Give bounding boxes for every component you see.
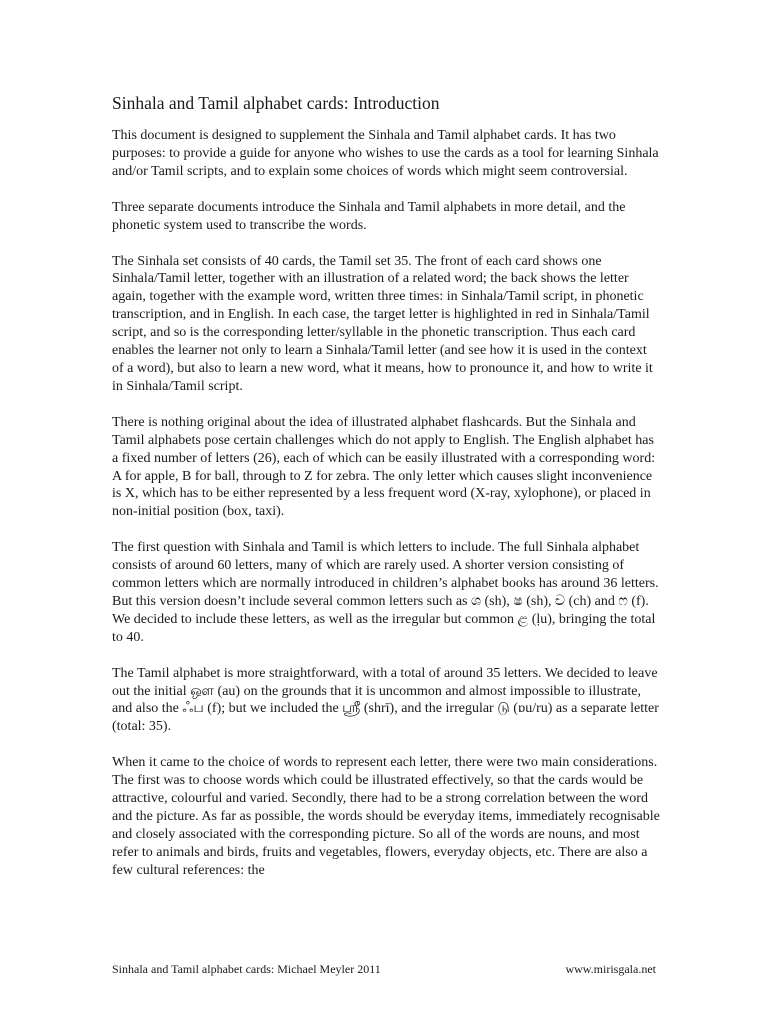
paragraph-purpose: This document is designed to supplement the Sinhala and Tamil alphabet cards. It has two purposes: to provide a guide for anyone who wishes to use the cards as a tool for learning Sinhala and/or Tamil scripts, and to explain some choices of words which might seem controversial. bbox=[112, 128, 659, 179]
paragraph-related-documents: Three separate documents introduce the Sinhala and Tamil alphabets in more detail, and the phonetic system used to transcribe the words. bbox=[112, 199, 626, 233]
footer-website: www.mirisgala.net bbox=[565, 962, 656, 976]
document-page bbox=[112, 92, 660, 898]
footer-credit: Sinhala and Tamil alphabet cards: Michael Meyler 2011 bbox=[112, 962, 381, 976]
paragraph-tamil-letters: The Tamil alphabet is more straightforward, with a total of around 35 letters. We decided to leave out the initial ஔ (au) on the grounds that it is uncommon and almost impossible to illustrate, and also the ஃப (f); but we included the ஸ்ரீ (shrī), and the irregular டு (ɒu/ru) as a separate letter (total: 35). bbox=[112, 665, 659, 735]
page-footer bbox=[112, 962, 656, 976]
paragraph-word-choice: When it came to the choice of words to represent each letter, there were two main considerations. The first was to choose words which could be illustrated effectively, so that the cards would be attractive, colourful and varied. Secondly, there had to be a strong correlation between the word and the picture. As far as possible, the words should be everyday items, immediately recognisable and closely associated with the corresponding picture. So all of the words are nouns, and most refer to animals and birds, fruits and vegetables, flowers, everyday objects, etc. There are also a few cultural references: the bbox=[112, 755, 660, 878]
document-title: Sinhala and Tamil alphabet cards: Introduction bbox=[112, 93, 440, 113]
paragraph-card-sets: The Sinhala set consists of 40 cards, the Tamil set 35. The front of each card shows one Sinhala/Tamil letter, together with an illustration of a related word; the back shows the letter again, together with the example word, written three times: in Sinhala/Tamil script, in phonetic transcription, and in English. In each case, the target letter is highlighted in red in Sinhala/Tamil script, and so is the corresponding letter/syllable in the phonetic transcription. Thus each card enables the learner not only to learn a Sinhala/Tamil letter (and see how it is used in the context of a word), but also to learn a new word, what it means, how to pronounce it, and how to write it in Sinhala/Tamil script. bbox=[112, 253, 653, 394]
paragraph-sinhala-letters: The first question with Sinhala and Tamil is which letters to include. The full Sinhala alphabet consists of around 60 letters, many of which are rarely used. A shorter version consisting of common letters which are normally introduced in children’s alphabet books has around 36 letters. But this version doesn’t include several common letters such as ශ (sh), ෂ (sh), ච (ch) and ෆ (f). We decided to include these letters, as well as the irregular but common ළ (ḷu), bringing the total to 40. bbox=[112, 540, 659, 645]
paragraph-flashcards: There is nothing original about the idea of illustrated alphabet flashcards. But the Sinhala and Tamil alphabets pose certain challenges which do not apply to English. The English alphabet has a fixed number of letters (26), each of which can be easily illustrated with a corresponding word: A for apple, B for ball, through to Z for zebra. The only letter which causes slight inconvenience is X, which has to be either represented by a less frequent word (X-ray, xylophone), or placed in non-initial position (box, taxi). bbox=[112, 414, 656, 520]
